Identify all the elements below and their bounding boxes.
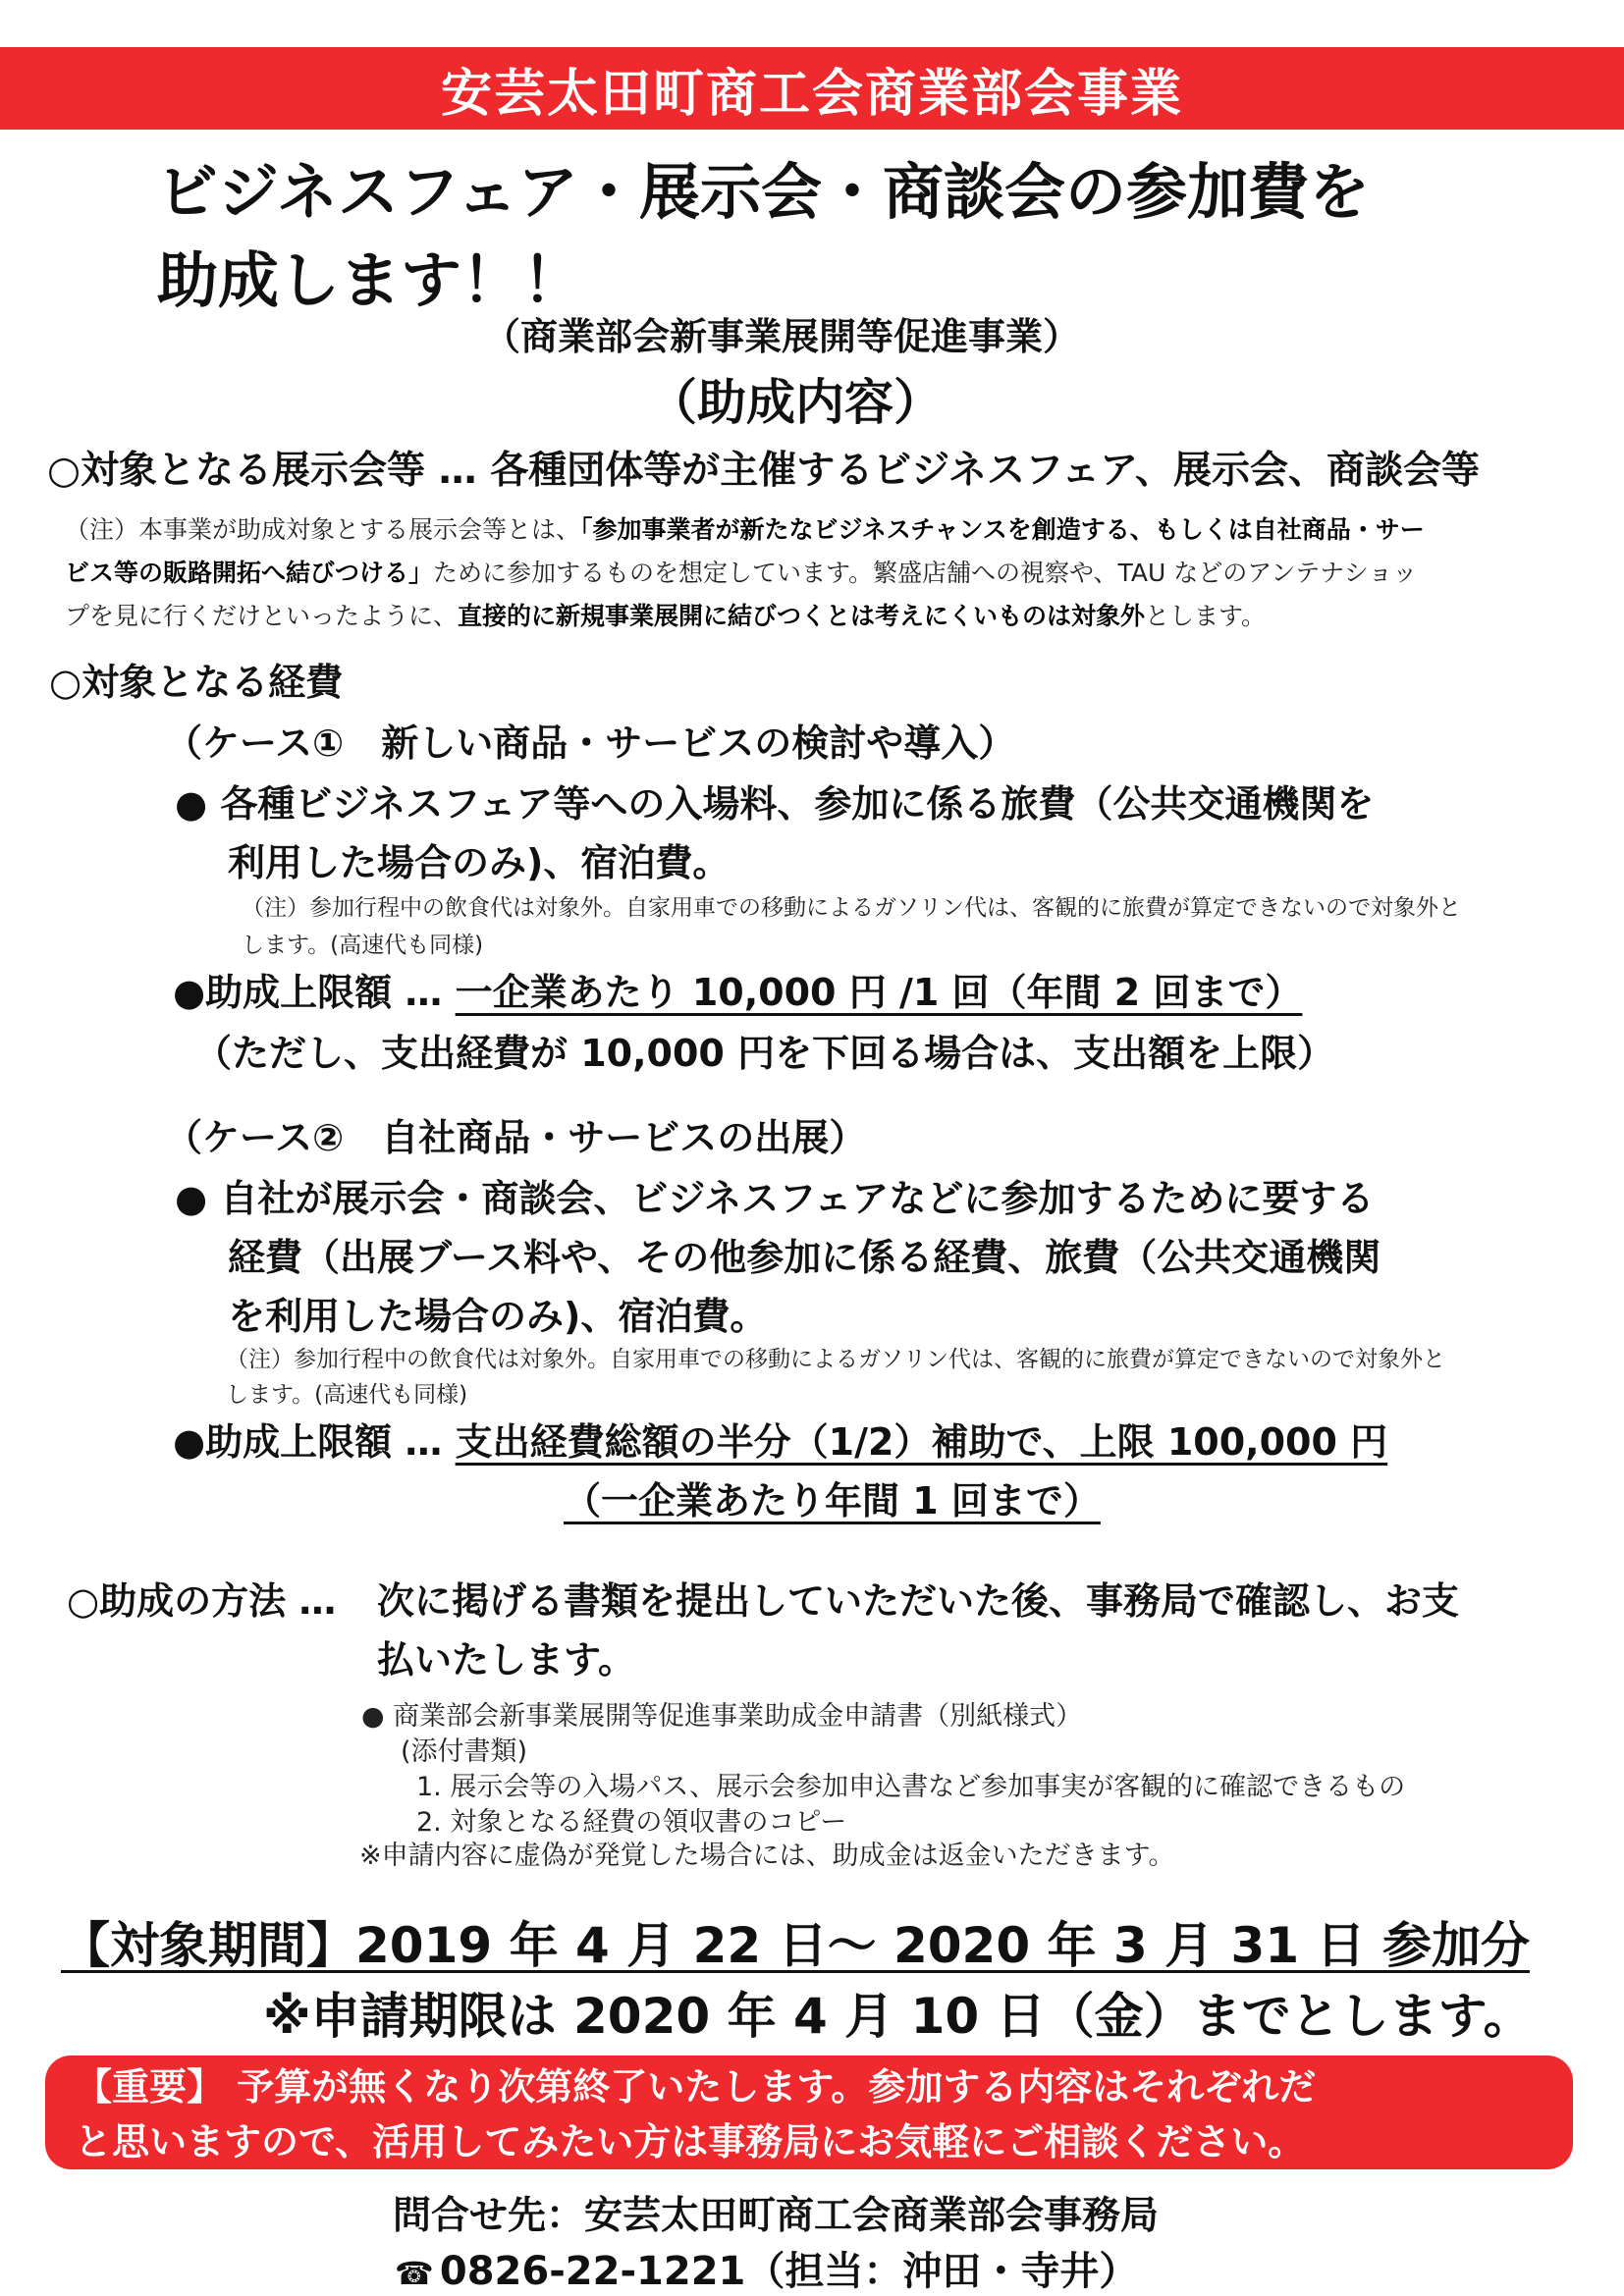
case1-bullet-line1: ● 各種ビジネスフェア等への入場料、参加に係る旅費（公共交通機関を xyxy=(175,782,1375,826)
case2-limit-value2: （一企業あたり年間 1 回まで） xyxy=(564,1479,1101,1522)
phone-icon: ☎ xyxy=(395,2255,434,2292)
phone-row xyxy=(395,2240,1138,2296)
note-text: ために参加するものを想定しています。繁盛店舗への視察や、TAU などのアンテナショッ xyxy=(433,559,1418,587)
note-text: とします。 xyxy=(1145,602,1267,630)
contact-line: 問合せ先：安芸太田町商工会商業部会事務局 xyxy=(393,2194,1160,2238)
method-attachment-2: 2. 対象となる経費の領収書のコピー xyxy=(416,1807,847,1838)
target-period: 【対象期間】2019 年 4 月 22 日～ 2020 年 3 月 31 日 参加分 xyxy=(61,1917,1530,1974)
expenses-heading: ○対象となる経費 xyxy=(49,661,344,704)
case2-bullet-line2: 経費（出展ブース料や、その他参加に係る経費、旅費（公共交通機関 xyxy=(228,1236,1381,1279)
case2-note-line1: （注）参加行程中の飲食代は対象外。自家用車での移動によるガソリン代は、客観的に旅費が算定できないので対象外と xyxy=(226,1347,1445,1372)
case2-limit-row xyxy=(173,1412,1387,1466)
case2-bullet-line1: ● 自社が展示会・商談会、ビジネスフェアなどに参加するために要する xyxy=(175,1177,1375,1220)
method-text-line2: 払いたします。 xyxy=(377,1638,635,1682)
method-warning: ※申請内容に虚偽が発覚した場合には、助成金は返金いただきます。 xyxy=(359,1841,1175,1871)
method-text-line1: 次に掲げる書類を提出していただいた後、事務局で確認し、お支 xyxy=(377,1579,1460,1623)
case2-limit-value: 支出経費総額の半分（1/2）補助で、上限 100,000 円 xyxy=(455,1420,1388,1464)
note-emphasis: ビス等の販路開拓へ結びつける」 xyxy=(65,559,434,587)
header-banner xyxy=(0,47,1624,130)
case2-heading: （ケース② 自社商品・サービスの出展） xyxy=(165,1116,867,1159)
important-notice-line2: と思いますので、活用してみたい方は事務局にお気軽にご相談ください。 xyxy=(75,2120,1306,2163)
case1-limit-row xyxy=(173,962,1302,1016)
case1-note-line2: します。(高速代も同様) xyxy=(242,933,484,958)
application-deadline: ※申請期限は 2020 年 4 月 10 日（金）までとします。 xyxy=(263,1988,1533,2045)
page-subtitle: （商業部会新事業展開等促進事業） xyxy=(483,315,1081,358)
page-title-line2: 助成します！！ xyxy=(157,244,584,316)
note-line3 xyxy=(65,597,1266,632)
note-line1 xyxy=(65,510,1425,546)
note-text: （注）本事業が助成対象とする展示会等とは、 xyxy=(65,515,581,544)
page-title-line1: ビジネスフェア・展示会・商談会の参加費を xyxy=(157,156,1371,228)
method-attachments-label: (添付書類) xyxy=(401,1736,528,1767)
target-events-row xyxy=(47,440,1480,495)
case2-limit-label: ●助成上限額 … xyxy=(173,1420,456,1464)
section-contents-heading: （助成内容） xyxy=(648,374,943,431)
case1-limit-value: 一企業あたり 10,000 円 /1 回（年間 2 回まで） xyxy=(455,971,1303,1014)
important-notice-line1: 【重要】 予算が無くなり次第終了いたします。参加する内容はそれぞれだ xyxy=(75,2065,1317,2109)
case2-bullet-line3: を利用した場合のみ)、宿泊費。 xyxy=(228,1295,768,1338)
phone-number: 0826-22-1221（担当：沖田・寺井） xyxy=(439,2249,1139,2294)
note-line2 xyxy=(65,554,1417,589)
note-emphasis: 直接的に新規事業展開に結びつくとは考えにくいものは対象外 xyxy=(458,602,1146,630)
case1-heading: （ケース① 新しい商品・サービスの検討や導入） xyxy=(165,721,1016,765)
note-text: プを見に行くだけといったように、 xyxy=(65,602,459,630)
note-emphasis: 「参加事業者が新たなビジネスチャンスを創造する、もしくは自社商品・サー xyxy=(580,515,1425,544)
method-label: ○助成の方法 … xyxy=(67,1579,337,1623)
case2-note-line2: します。(高速代も同様) xyxy=(226,1382,468,1408)
method-attachment-1: 1. 展示会等の入場パス、展示会参加申込書など参加事実が客観的に確認できるもの xyxy=(416,1772,1406,1802)
case1-limit-label: ●助成上限額 … xyxy=(173,971,456,1014)
banner-text: 安芸太田町商工会商業部会事業 xyxy=(440,64,1183,124)
case1-limit-note: （ただし、支出経費が 10,000 円を下回る場合は、支出額を上限） xyxy=(194,1032,1335,1075)
target-events-text: 各種団体等が主催するビジネスフェア、展示会、商談会等 xyxy=(490,449,1480,493)
case1-bullet-line2: 利用した場合のみ)、宿泊費。 xyxy=(228,841,731,884)
important-notice xyxy=(45,2056,1573,2169)
target-events-label: ○対象となる展示会等 … xyxy=(47,449,477,493)
method-item: ● 商業部会新事業展開等促進事業助成金申請書（別紙様式） xyxy=(361,1701,1083,1732)
case1-note-line1: （注）参加行程中の飲食代は対象外。自家用車での移動によるガソリン代は、客観的に旅費が算定できないので対象外と xyxy=(242,895,1461,921)
